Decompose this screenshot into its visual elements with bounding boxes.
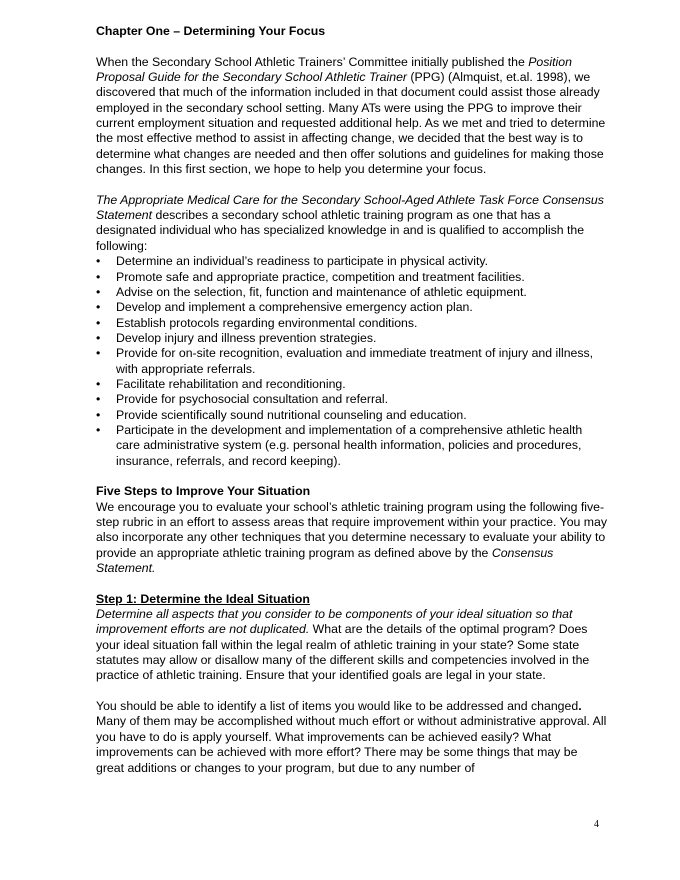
list-item [96, 377, 608, 392]
list-item-text: Provide for psychosocial consultation and referral. [116, 392, 389, 407]
list-item [96, 254, 608, 269]
bullet-icon: • [96, 346, 101, 361]
list-item-text: Advise on the selection, fit, function and maintenance of athletic equipment. [116, 284, 527, 299]
list-item-text: Establish protocols regarding environmental conditions. [116, 315, 418, 330]
five-steps-italic: Consensus Statement. [96, 545, 554, 576]
bullet-icon: • [96, 422, 101, 437]
five-steps-paragraph [96, 500, 608, 577]
step-1-paragraph-2 [96, 699, 608, 776]
bullet-icon: • [96, 315, 101, 330]
intro-paragraph-2 [96, 193, 608, 254]
step-1-text: What are the details of the optimal program? Does your ideal situation fall within the legal realm of athletic training in your state? Some state statutes may allow or disallow many of the different skills and competencies involved in the practice of athletic training. Ensure that your identified goals are legal in your state. [96, 622, 590, 683]
list-item [96, 392, 608, 407]
list-item-text: Provide for on-site recognition, evaluation and immediate treatment of injury and illness, with appropriate referrals. [116, 346, 594, 376]
list-item-text: Develop injury and illness prevention strategies. [116, 330, 377, 345]
step-1-italic: Determine all aspects that you consider to be components of your ideal situation so that improvement efforts are not duplicated. [96, 607, 573, 637]
step-1-p2-bold-period: . [578, 699, 582, 714]
list-item [96, 346, 608, 377]
bullet-icon: • [96, 376, 101, 391]
step-1-p2-text-2: Many of them may be accomplished without much effort or without administrative approval. All you have to do is apply yourself. What improvements can be achieved easily? What improvements can be achieved with more effort? There may be some things that may be great additions or changes to your program, but due to any number of [96, 714, 607, 775]
list-item-text: Facilitate rehabilitation and reconditioning. [116, 376, 346, 391]
consensus-statement-title: The Appropriate Medical Care for the Secondary School-Aged Athlete Task Force Consensus Statement [96, 192, 604, 223]
bullet-icon: • [96, 284, 101, 299]
bullet-icon: • [96, 254, 101, 269]
bullet-icon: • [96, 269, 101, 284]
document-page [96, 24, 608, 776]
list-item-text: Determine an individual’s readiness to participate in physical activity. [116, 254, 489, 269]
step-1-p2-text-1: You should be able to identify a list of items you would like to be addressed and changed [96, 699, 579, 714]
five-steps-text: We encourage you to evaluate your school’s athletic training program using the following five-step rubric in an effort to assess areas that require improvement within your practice. You may also incorporate any other techniques that you determine necessary to evaluate your ability to provide an appropriate athletic training program as defined above by the [96, 499, 608, 560]
chapter-title: Chapter One – Determining Your Focus [96, 24, 326, 38]
list-item [96, 331, 608, 346]
page-number: 4 [594, 819, 599, 830]
bullet-icon: • [96, 407, 101, 422]
bullet-icon: • [96, 330, 101, 345]
bullet-icon: • [96, 392, 101, 407]
list-item-text: Provide scientifically sound nutritional counseling and education. [116, 407, 467, 422]
list-item [96, 408, 608, 423]
intro-p1-text-2: (PPG) (Almquist, et.al. 1998), we discovered that much of the information included in that document could assist those already employed in the secondary school setting. Many ATs were using the PPG to improve their current employment situation and requested additional help. As we met and tried to determine the most effective method to assist in affecting change, we decided that the best way is to determine what changes are needed and then offer solutions and guidelines for making those changes. In this first section, we hope to help you determine your focus. [96, 70, 606, 177]
responsibilities-list [96, 254, 608, 469]
five-steps-heading: Five Steps to Improve Your Situation [96, 484, 311, 499]
list-item [96, 316, 608, 331]
list-item-text: Participate in the development and implementation of a comprehensive athletic health care administrative system (e.g. personal health information, policies and procedures, insurance, referrals, and record keeping). [116, 422, 583, 468]
step-1-heading: Step 1: Determine the Ideal Situation [96, 591, 310, 606]
list-item-text: Promote safe and appropriate practice, competition and treatment facilities. [116, 269, 525, 284]
ppg-title: Position Proposal Guide for the Secondary School Athletic Trainer [96, 54, 572, 85]
list-item [96, 300, 608, 315]
intro-p2-text: describes a secondary school athletic training program as one that has a designated individual who has specialized knowledge in and is qualified to accomplish the following: [96, 208, 585, 253]
list-item [96, 270, 608, 285]
list-item [96, 423, 608, 469]
list-item-text: Develop and implement a comprehensive emergency action plan. [116, 300, 473, 315]
intro-paragraph-1 [96, 55, 608, 178]
bullet-icon: • [96, 300, 101, 315]
list-item [96, 285, 608, 300]
step-1-paragraph-1 [96, 607, 608, 684]
intro-p1-text-1: When the Secondary School Athletic Trainers’ Committee initially published the [96, 54, 529, 69]
